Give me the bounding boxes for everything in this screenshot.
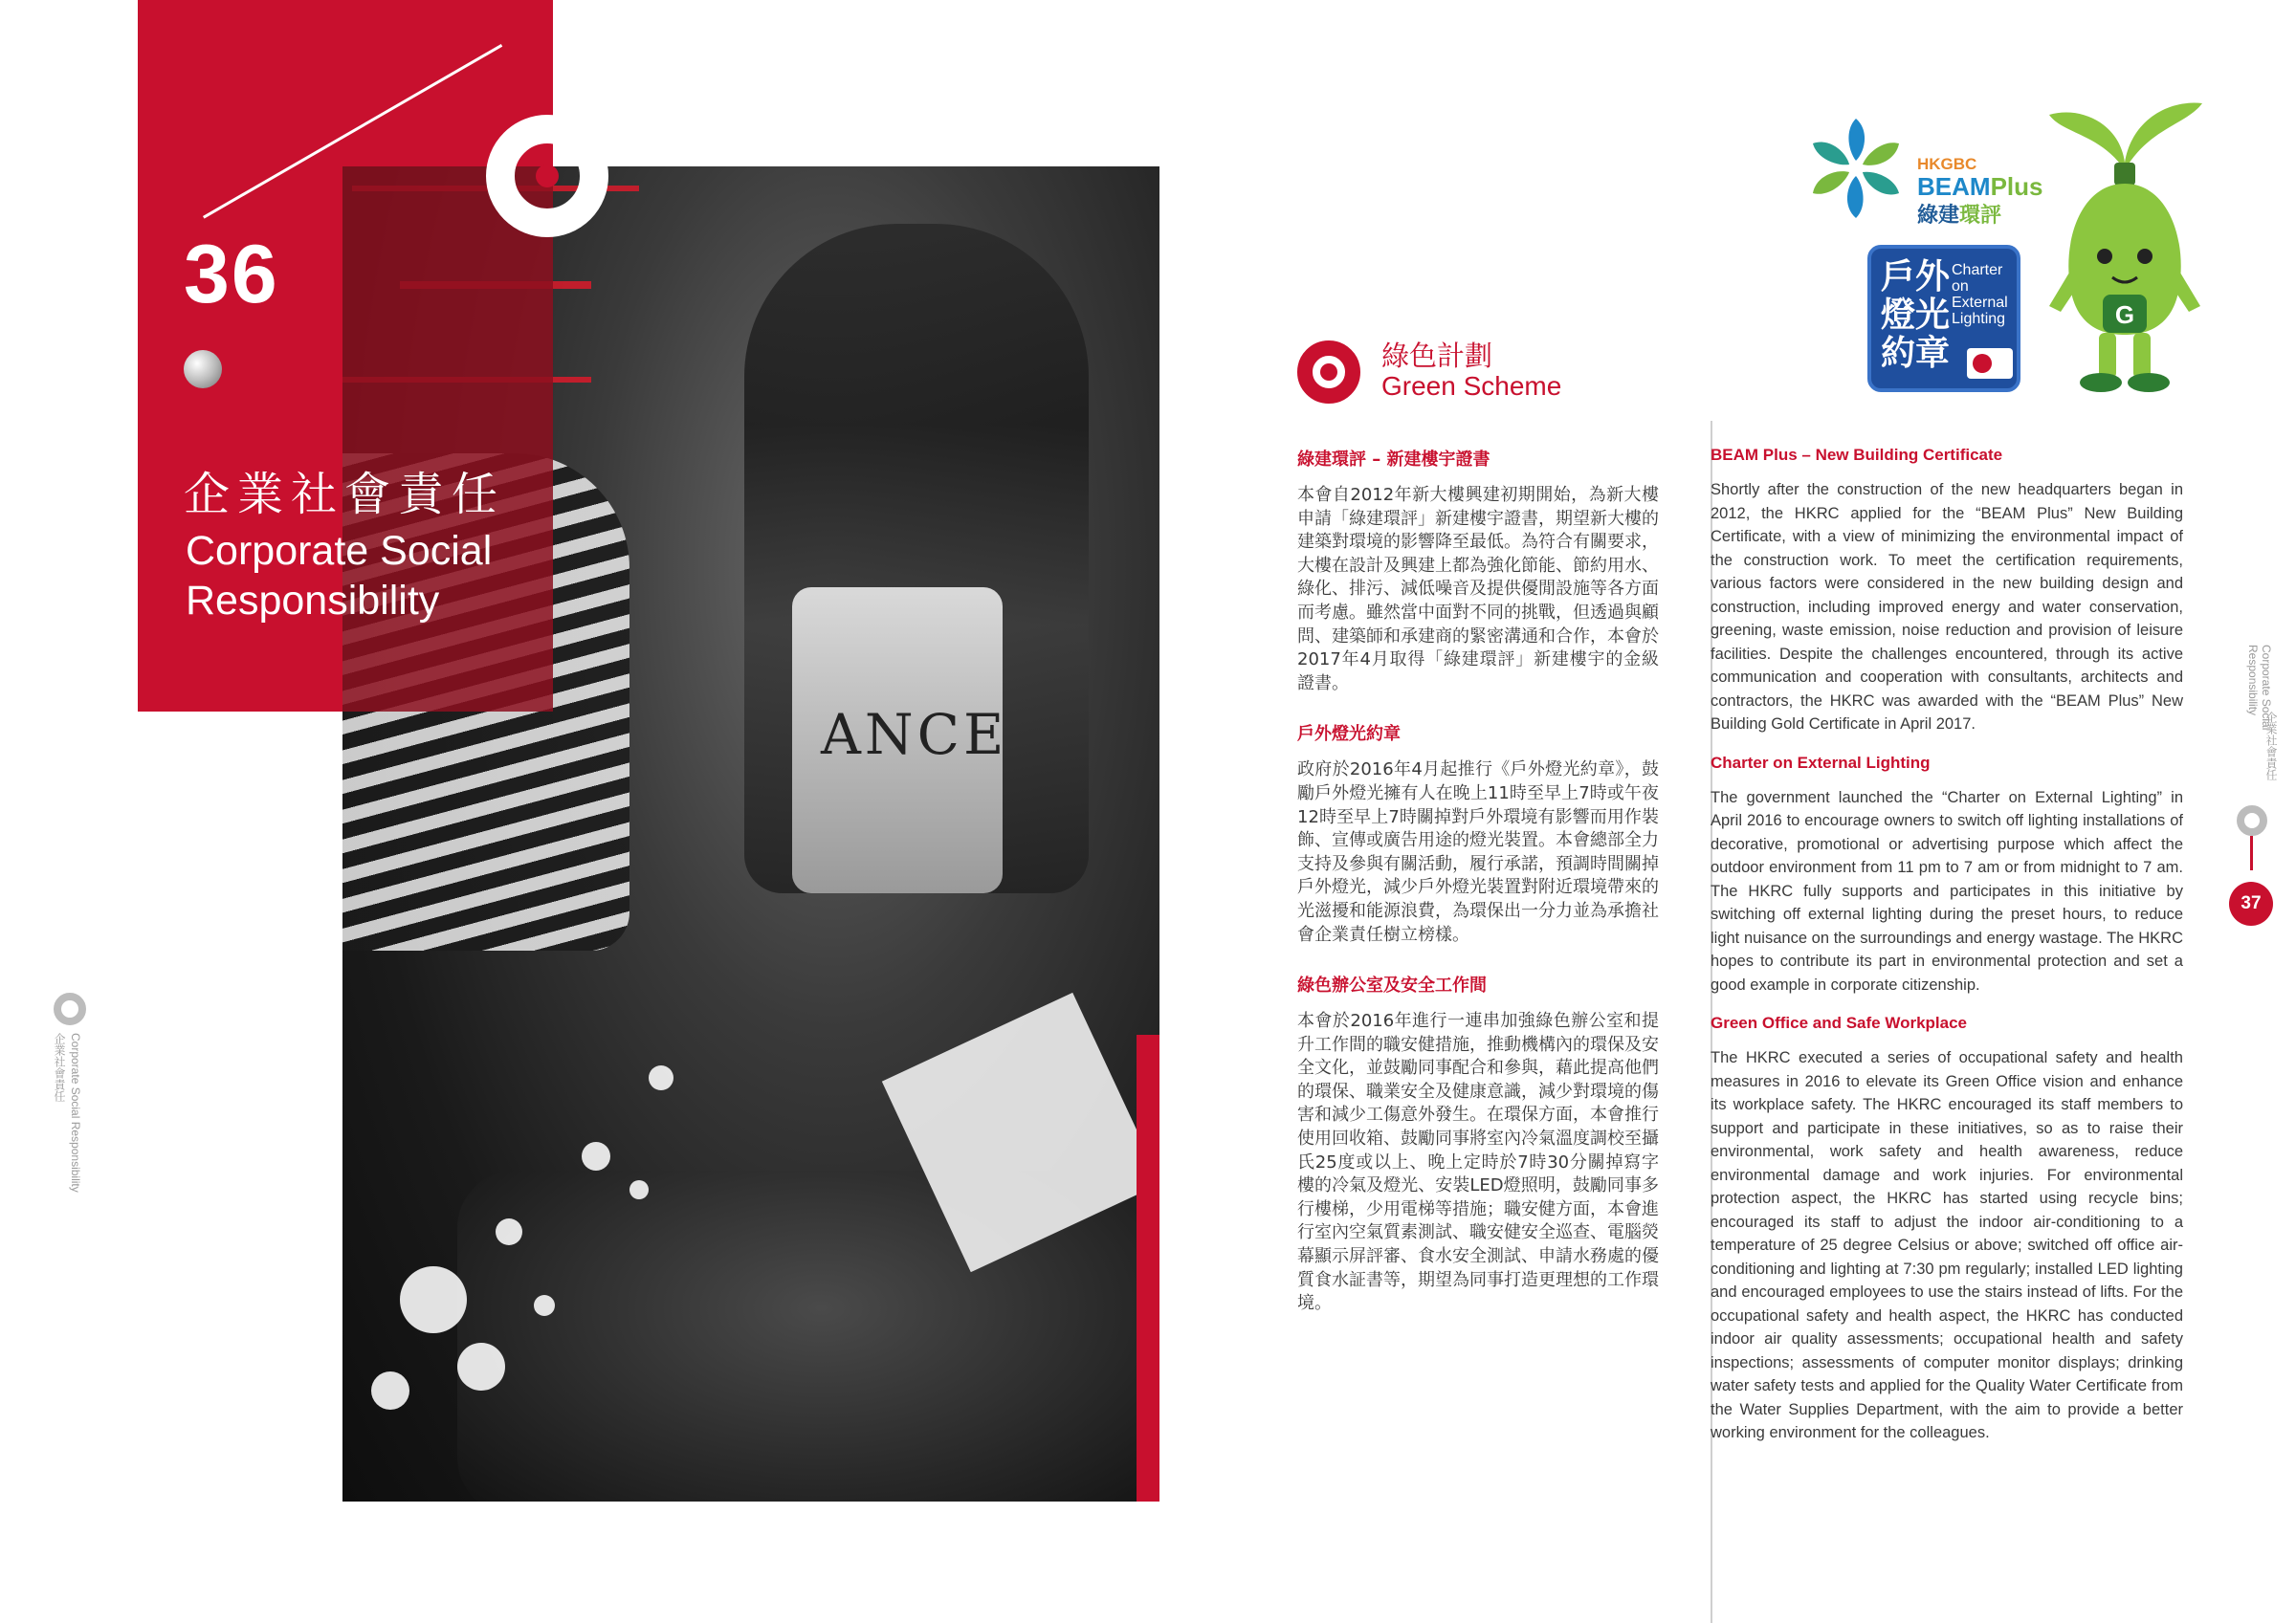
beam-text: BEAM — [1917, 172, 1991, 201]
page-number-right: 37 — [2229, 882, 2273, 926]
zh-heading-charter: 戶外燈光約章 — [1297, 724, 1401, 745]
beam-star-icon — [1799, 111, 1913, 226]
chinese-column — [1297, 446, 1659, 1341]
dark-red-overlay — [342, 166, 553, 712]
side-label-left-en: Corporate Social Responsibility — [69, 1033, 82, 1193]
en-paragraph-green-office: The HKRC executed a series of occupational safety and health measures in 2016 to elevate its Green Office vision and enhance its workplace safety. The HKRC encouraged its staff members to support and participate in these initiatives, so as to raise their environmental, work safety and health awareness, reduce environmental damage and work injuries. For environmental protection aspect, the HKRC has started using recycle bins; encouraged its staff to adjust the indoor air-conditioning to a temperature of 25 degree Celsius or above; switched off office air-conditioning and lighting at 7:30 pm regularly; installed LED lighting and encouraged employees to use the stairs instead of lifts. For the occupational safety and health aspect, the HKRC has conducted indoor air quality assessments; occupational health and safety inspections; assessments of computer monitor displays; drinking water safety tests and applied for the Quality Water Certificate from the Water Supplies Department, with the aim to provide a better working environment for the colleagues. — [1711, 1049, 2183, 1441]
zh-paragraph-charter: 政府於2016年4月起推行《戶外燈光約章》，鼓勵戶外燈光擁有人在晚上11時至早上7時或午夜12時至早上7時關掉對戶外環境有影響而用作裝飾、宣傳或廣告用途的燈光裝置。本會總部全力支持及參與有關活動，履行承諾，預調時間關掉戶外燈光，減少戶外燈光裝置對附近環境帶來的光滋擾和能源浪費，為環保出一分力並為承擔社會企業責任樹立榜樣。 — [1297, 759, 1659, 945]
charter-external-lighting-logo — [1867, 245, 2020, 392]
zh-paragraph-beam: 本會自2012年新大樓興建初期開始，為新大樓申請「綠建環評」新建樓宇證書，期望新大樓的建築對環境的影響降至最低。為符合有關要求，大樓在設計及興建上都為強化節能、節約用水、綠化、排污、減低噪音及提供優閒設施等各方面而考慮。雖然當中面對不同的挑戰，但透過與顧問、建築師和承建商的緊密溝通和合作，本會於2017年4月取得「綠建環評」新建樓宇的金級證書。 — [1297, 485, 1659, 693]
connector-dot-icon — [184, 350, 222, 388]
english-column — [1711, 446, 2183, 1462]
side-label-right — [2246, 645, 2285, 798]
charter-en-1: Charter — [1952, 262, 2003, 278]
side-red-line — [2250, 836, 2253, 870]
beam-hkgbc-text: HKGBC — [1917, 155, 1977, 173]
en-heading-beam: BEAM Plus – New Building Certificate — [1711, 446, 2003, 464]
ring-icon — [486, 115, 608, 237]
mascot-letter: G — [2114, 300, 2135, 329]
en-heading-charter: Charter on External Lighting — [1711, 753, 1931, 772]
zh-heading-green-office: 綠色辦公室及安全工作間 — [1297, 976, 1487, 997]
zh-heading-beam: 綠建環評 – 新建樓宇證書 — [1297, 450, 1490, 470]
plus-text: Plus — [1990, 172, 2043, 201]
green-mascot-icon — [2043, 96, 2206, 402]
charter-en-3: External — [1952, 295, 2008, 311]
section-title-en-line2: Responsibility — [186, 578, 440, 624]
section-ring-icon — [1297, 340, 1360, 404]
side-label-left — [52, 1033, 90, 1205]
en-heading-green-office: Green Office and Safe Workplace — [1711, 1014, 1967, 1032]
side-ring-icon — [54, 993, 86, 1025]
en-paragraph-beam: Shortly after the construction of the new headquarters began in 2012, the HKRC applied for the “BEAM Plus” New Building Certificate, with a view of minimizing the environmental impact of the construction work. To meet the certification requirements, various factors were considered in the new building design and construction, including improved energy and water conservation, greening, waste emission, noise reduction and provision of leisure facilities. Despite the challenges encountered, through its active communication and cooperation with consultants, architects and contractors, the HKRC was awarded with the “BEAM Plus” New Building Gold Certificate in April 2017. — [1711, 481, 2183, 733]
side-label-right-en: Corporate Social Responsibility — [2246, 645, 2273, 731]
red-accent-strip — [1137, 1035, 1159, 1502]
side-ring-icon-right — [2237, 805, 2267, 836]
charter-zh-text: 戶外燈光約章 — [1881, 257, 1951, 373]
charter-en-2: on — [1952, 278, 1969, 295]
side-label-right-zh: 企業社會責任 — [2264, 712, 2278, 780]
section-title-zh: 企業社會責任 — [184, 468, 506, 521]
photo-shirt-text: ANCE — [821, 702, 1008, 767]
page-number-left: 36 — [184, 229, 279, 320]
beam-plus-logo — [1799, 111, 2043, 228]
section-title-en-line1: Corporate Social — [186, 528, 493, 574]
charter-en-4: Lighting — [1952, 311, 2006, 327]
zh-paragraph-green-office: 本會於2016年進行一連串加強綠色辦公室和提升工作間的職安健措施，推動機構內的環保及安全文化，並鼓勵同事配合和參與，藉此提高他們的環保、職業安全及健康意識，減少對環境的傷害和減少工傷意外發生。在環保方面，本會推行使用回收箱、鼓勵同事將室內冷氣溫度調校至攝氏25度或以上、晚上定時於7時30分關掉寫字樓的冷氣及燈光、安裝LED燈照明，鼓勵同事多行樓梯，少用電梯等措施；職安健方面，本會進行室內空氣質素測試、職安健安全巡查、電腦熒幕顯示屏評審、食水安全測試、申請水務處的優質食水証書等，期望為同事打造更理想的工作環境。 — [1297, 1011, 1659, 1314]
beam-zh-b: 環評 — [1959, 204, 2002, 228]
section-heading-en: Green Scheme — [1381, 371, 1562, 401]
section-heading-zh: 綠色計劃 — [1381, 340, 1493, 372]
en-paragraph-charter: The government launched the “Charter on External Lighting” in April 2016 to encourage owners to switch off lighting installations of decorative, promotional or advertising purpose which affect the outdoor environment from 11 pm to 7 am or from midnight to 7 am. The HKRC fully supports and participates in this initiative by switching off external lighting during the preset hours, to reduce light nuisance on the surroundings and energy wastage. The HKRC hopes to contribute its part in environmental protection and set a good example in corporate citizenship. — [1711, 788, 2183, 994]
side-label-left-zh: 企業社會責任 — [53, 1033, 66, 1102]
government-badge-icon — [1967, 348, 2013, 379]
beam-zh-a: 綠建 — [1917, 204, 1960, 228]
